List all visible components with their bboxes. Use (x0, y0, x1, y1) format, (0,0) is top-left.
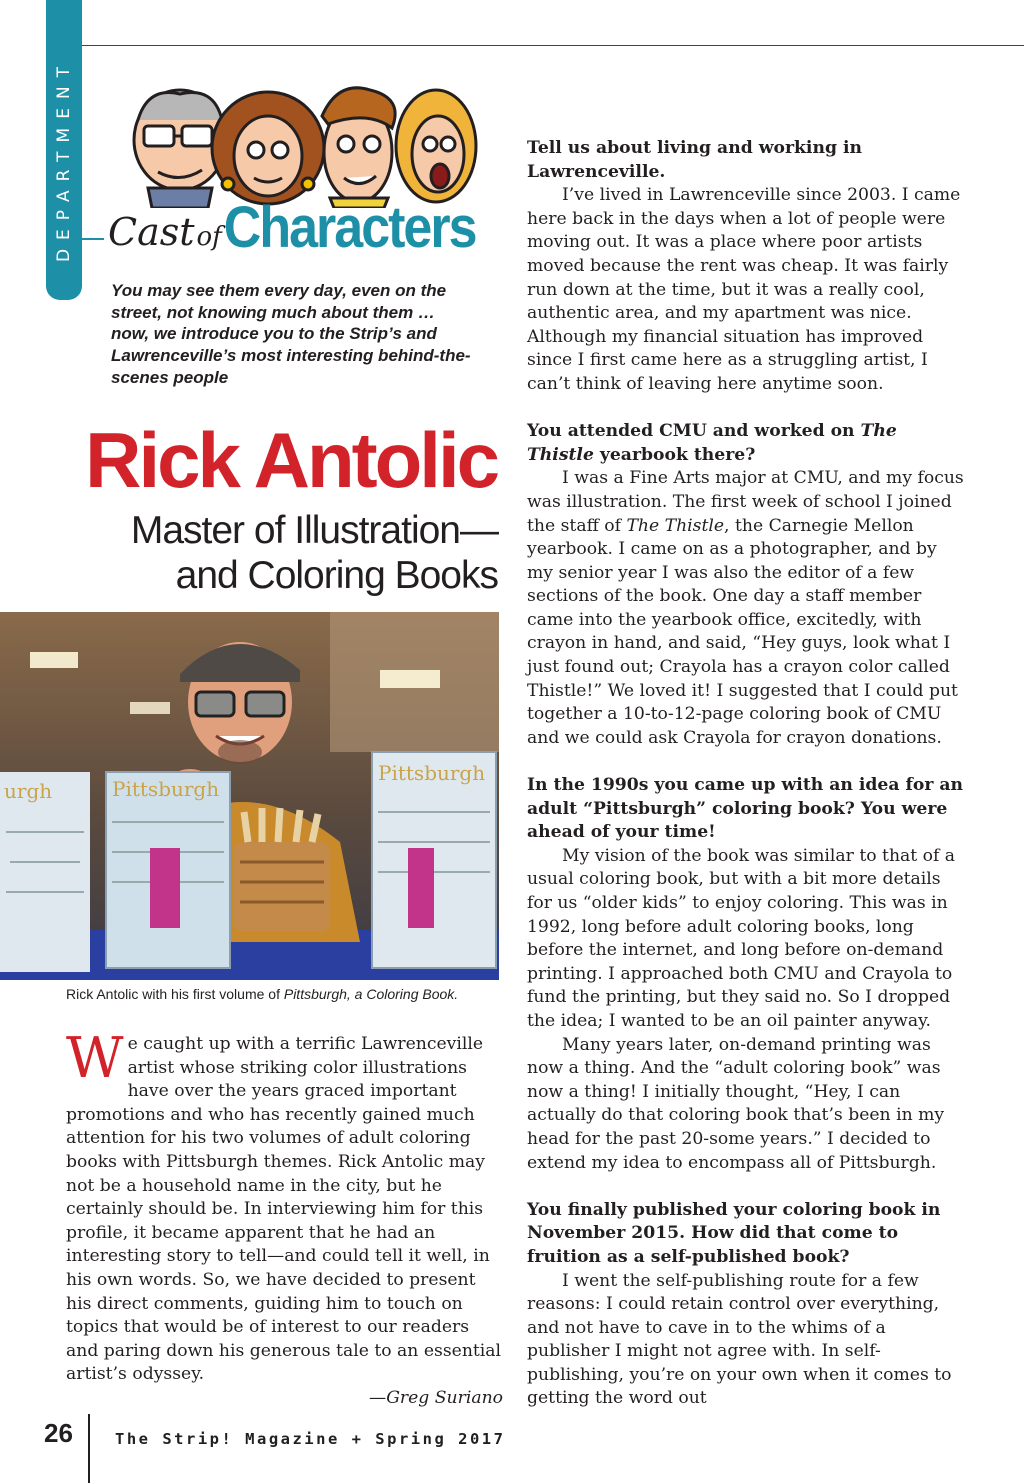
answer-2: I was a Fine Arts major at CMU, and my focus was illustration. The first week of school I joined the staff of The Thistle, the Carnegie Mellon yearbook. I came on as a photographer, and by my senior year I was also the editor of a few sections of the book. One day a staff member came into the yearbook office, excitedly, with crayon in hand, and said, “Hey guys, look what I just found out; Crayola has a crayon color called Thistle!” We loved it! I suggested that I could put together a 10-to-12-page coloring book of CMU and we could ask Crayola for crayon donations. (527, 468, 964, 748)
logo-cast: Cast (108, 210, 195, 254)
article-headline: Rick Antolic (85, 416, 497, 504)
photo-book-right (372, 752, 496, 968)
answer-3: My vision of the book was similar to that of a usual coloring book, but with a bit more details for us “older kids” to enjoy coloring. This was in 1992, long before adult coloring books, long before the internet, and long before on-demand printing. I approached both CMU and Crayola to fund the printing, but they said no. So I dropped the idea; I wanted to be an oil painter anyway. (527, 845, 956, 1031)
masthead-connector (82, 238, 104, 240)
cast-of-characters-logo (108, 195, 508, 268)
answer-3b: Many years later, on-demand printing was now a thing. And the “adult coloring book” was now a thing! I initially thought, “Hey, I can actually do that coloring book that’s been in my head for the past 20-some years.” I decided to extend my idea to encompass all of Pittsburgh. (527, 1034, 945, 1173)
department-intro: You may see them every day, even on the street, not knowing much about them … now, we introduce you to the Strip’s and Lawrenceville’s most interesting behind-the-scenes people (111, 281, 471, 387)
subhead-line-1: Master of Illustration— (130, 509, 498, 552)
photo-book-center (106, 772, 230, 968)
portrait-photo (0, 612, 499, 980)
cartoon-young-man (322, 88, 395, 208)
cast-cartoon-illustration (118, 80, 478, 208)
book-right-title: Pittsburgh (378, 761, 486, 785)
book-center-title: Pittsburgh (112, 777, 220, 801)
answer-4: I went the self-publishing route for a few reasons: I could retain control over everything, and not have to cave in to the whims of a publisher I might not agree with. In self-publishing, you’re on your own when it comes to getting the word out (527, 1270, 952, 1409)
question-3: In the 1990s you came up with an idea for an adult “Pittsburgh” coloring book? You were ahead of your time! (527, 775, 963, 843)
cartoon-blonde-woman (396, 90, 476, 202)
top-rule (82, 45, 1024, 46)
photo-crayon-basket (234, 808, 330, 932)
byline: —Greg Suriano (369, 1387, 503, 1408)
lede-text: e caught up with a terrific Lawrenceville artist whose striking color illustrations have over the years graced important promotions and who has recently gained much attention for his two volumes of adult coloring books with Pittsburgh themes. Rick Antolic may not be a household name in the city, but he certainly should be. In interviewing him for this profile, it became apparent that he had an interesting story to tell—and could tell it well, in his own words. So, we have decided to present his direct comments, guiding him to touch on topics that would be of interest to our readers and paring down his generous tale to an essential artist’s odyssey. (66, 1034, 502, 1385)
question-1: Tell us about living and working in Lawrenceville. (527, 138, 862, 182)
logo-of: of (196, 222, 222, 252)
footer-rule (88, 1414, 90, 1483)
answer-1: I’ve lived in Lawrenceville since 2003. I came here back in the days when a lot of people were moving out. It was a place where poor artists moved because the rent was cheap. It was fairly run down at the time, but it was a really cool, authentic area, and my apartment was nice. Although my financial situation has improved since I first came here as a struggling artist, I can’t think of leaving here anytime soon. (527, 185, 961, 394)
lede-paragraph (66, 1026, 503, 1411)
photo-book-left (0, 772, 90, 972)
photo-caption (66, 986, 496, 1002)
page-number: 26 (44, 1418, 73, 1448)
question-2: You attended CMU and worked on The Thistle yearbook there? (527, 421, 897, 465)
question-4: You finally published your coloring book in November 2015. How did that come to fruition as a self-published book? (527, 1199, 941, 1267)
footer-title: The Strip! Magazine + Spring 2017 (115, 1430, 506, 1448)
article-subhead (60, 508, 498, 598)
caption-text: Rick Antolic with his first volume of (66, 986, 284, 1002)
book-left-title: urgh (4, 779, 53, 803)
cartoon-woman-curly (212, 92, 324, 204)
interview-column (527, 137, 967, 1411)
department-tab (46, 0, 82, 300)
logo-characters: Characters (223, 195, 476, 261)
department-label: DEPARTMENT (54, 57, 75, 263)
drop-cap: W (66, 1026, 124, 1091)
subhead-line-2: and Coloring Books (175, 554, 498, 597)
caption-book-title: Pittsburgh, a Coloring Book. (283, 986, 459, 1002)
